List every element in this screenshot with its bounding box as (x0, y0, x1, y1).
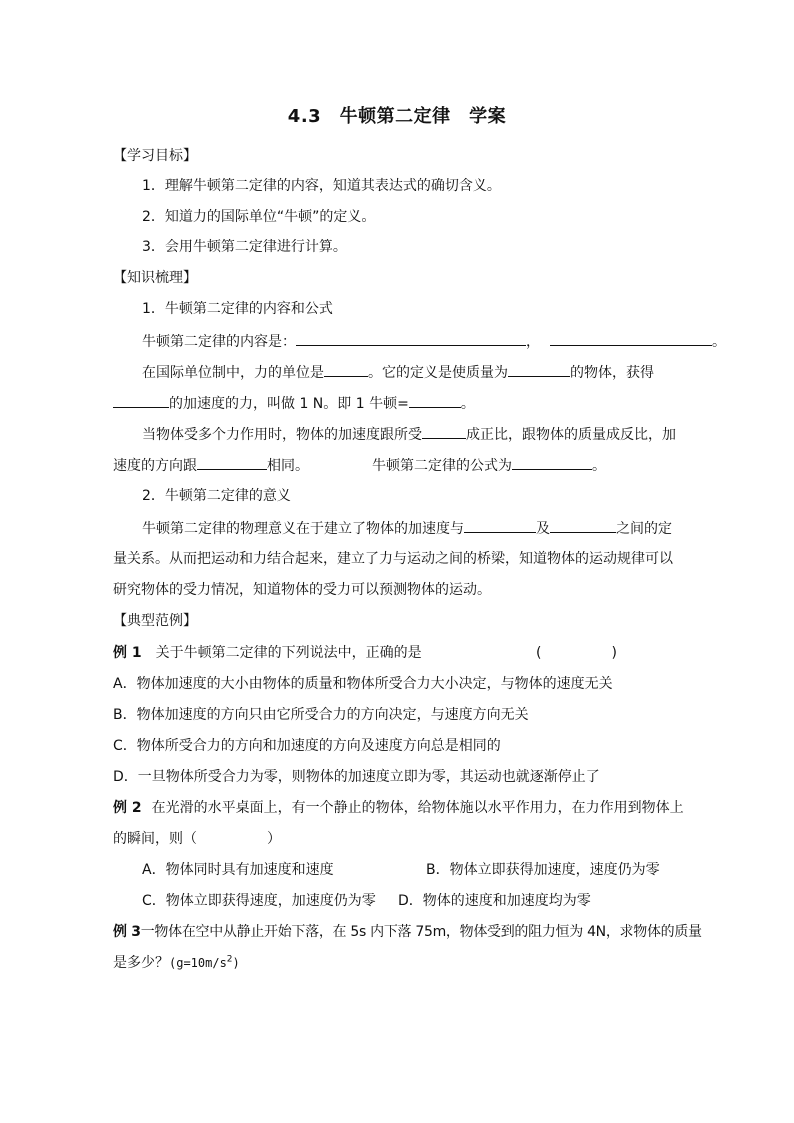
gravity-value: (g=10m/s (169, 956, 227, 970)
blank-mass[interactable] (508, 362, 570, 377)
goals-heading: 【学习目标】 (113, 148, 197, 164)
unit-text-b: 。它的定义是使质量为 (368, 365, 508, 381)
example-2-text: 在光滑的水平桌面上，有一个静止的物体，给物体施以水平作用力，在力作用到物体上 (151, 800, 684, 816)
formula-line (372, 455, 606, 476)
example-2-label: 例 2 (113, 800, 142, 816)
meaning-line-2: 量关系。从而把运动和力结合起来，建立了力与运动之间的桥梁，知道物体的运动规律可以 (113, 551, 673, 567)
example-3-label: 例 3 (113, 924, 141, 940)
period-text: 。 (712, 334, 726, 350)
example-2-question-2: 的瞬间，则（ ） (113, 831, 281, 847)
formula-text: 牛顿第二定律的公式为 (372, 458, 512, 474)
blank-formula[interactable] (512, 455, 592, 470)
example-2-question (113, 798, 684, 818)
multi-text-c: 速度的方向跟 (113, 458, 197, 474)
knowledge-subheading-1: 1．牛顿第二定律的内容和公式 (142, 301, 333, 317)
example-3-question-2 (113, 953, 240, 973)
multi-text-b: 成正比，跟物体的质量成反比，加 (466, 427, 676, 443)
example-1-text: 关于牛顿第二定律的下列说法中，正确的是 (155, 645, 422, 661)
example-2-option-b[interactable]: B．物体立即获得加速度，速度仍为零 (426, 862, 660, 878)
example-3-question (113, 922, 702, 942)
goal-item-3: 3．会用牛顿第二定律进行计算。 (142, 239, 347, 255)
page-title: 4.3 牛顿第二定律 学案 (287, 106, 507, 127)
blank-newton[interactable] (409, 393, 461, 408)
meaning-line-1 (142, 518, 672, 539)
content-fill-line (142, 331, 726, 352)
multi-text-d: 相同。 (267, 458, 309, 474)
goal-item-1: 1．理解牛顿第二定律的内容，知道其表达式的确切含义。 (142, 178, 501, 194)
example-3-text: 一物体在空中从静止开始下落，在 5s 内下落 75m，物体受到的阻力恒为 4N，求物体的质量 (140, 924, 702, 940)
unit-fill-line-2 (113, 393, 475, 414)
example-3-text-2: 是多少？ (113, 955, 169, 971)
meaning-line-3: 研究物体的受力情况，知道物体的受力可以预测物体的运动。 (113, 582, 491, 598)
blank-content-1[interactable] (296, 331, 526, 346)
gravity-exponent: 2 (226, 954, 233, 965)
multi-text-a: 当物体受多个力作用时，物体的加速度跟所受 (142, 427, 422, 443)
unit-text-c: 的物体，获得 (570, 365, 654, 381)
example-1-question (113, 643, 422, 663)
blank-content-2[interactable] (550, 331, 712, 346)
meaning-text-b: 及 (536, 521, 550, 537)
multi-force-line (142, 424, 676, 445)
example-1-label: 例 1 (113, 645, 142, 661)
blank-meaning-2[interactable] (550, 518, 616, 533)
examples-heading: 【典型范例】 (113, 613, 197, 629)
unit-text-d: 的加速度的力，叫做 1 N。即 1 牛顿= (169, 396, 409, 412)
unit-fill-line (142, 362, 654, 383)
content-label: 牛顿第二定律的内容是： (142, 334, 296, 350)
comma-text: ， (526, 334, 540, 350)
blank-direction[interactable] (197, 455, 267, 470)
meaning-text-a: 牛顿第二定律的物理意义在于建立了物体的加速度与 (142, 521, 464, 537)
blank-unit[interactable] (324, 362, 368, 377)
multi-force-line-2 (113, 455, 309, 476)
gravity-close: ) (232, 956, 240, 970)
example-1-option-c[interactable]: C．物体所受合力的方向和加速度的方向及速度方向总是相同的 (113, 738, 501, 754)
knowledge-subheading-2: 2．牛顿第二定律的意义 (142, 488, 291, 504)
blank-acceleration[interactable] (113, 393, 169, 408)
period-text: 。 (592, 458, 606, 474)
knowledge-heading: 【知识梳理】 (113, 270, 197, 286)
meaning-text-c: 之间的定 (616, 521, 672, 537)
example-2-option-d[interactable]: D．物体的速度和加速度均为零 (398, 893, 591, 909)
blank-net-force[interactable] (422, 424, 466, 439)
example-2-option-c[interactable]: C．物体立即获得速度，加速度仍为零 (142, 893, 376, 909)
unit-text-a: 在国际单位制中，力的单位是 (142, 365, 324, 381)
example-1-option-b[interactable]: B．物体加速度的方向只由它所受合力的方向决定，与速度方向无关 (113, 707, 529, 723)
example-1-option-a[interactable]: A．物体加速度的大小由物体的质量和物体所受合力大小决定，与物体的速度无关 (113, 676, 613, 692)
goal-item-2: 2．知道力的国际单位“牛顿”的定义。 (142, 209, 376, 225)
example-1-answer-paren[interactable]: ( ) (536, 645, 617, 661)
example-1-option-d[interactable]: D．一旦物体所受合力为零，则物体的加速度立即为零，其运动也就逐渐停止了 (113, 769, 600, 785)
period-text: 。 (460, 396, 475, 412)
example-2-option-a[interactable]: A．物体同时具有加速度和速度 (142, 862, 334, 878)
blank-meaning-1[interactable] (464, 518, 536, 533)
